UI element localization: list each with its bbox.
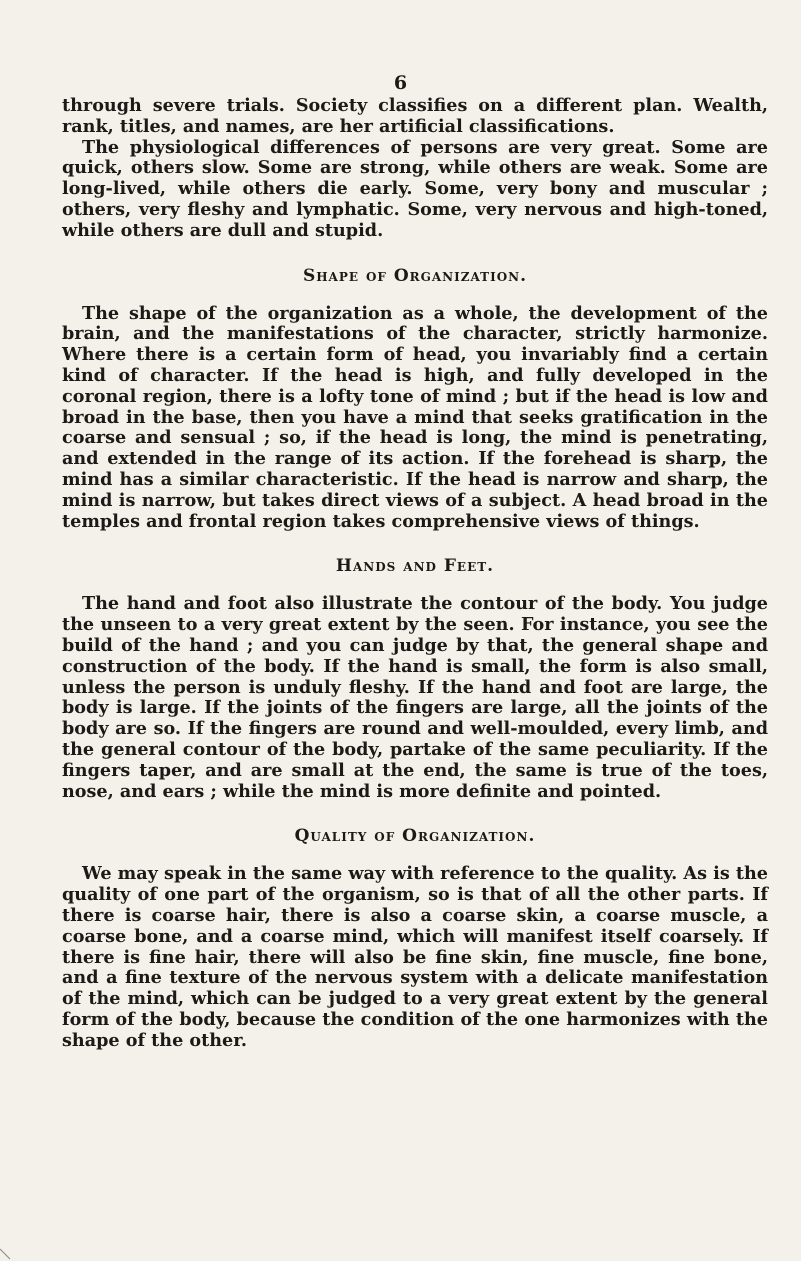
page-number: 6 [393,72,408,94]
paragraph-continued: through severe trials. Society classifies on a different plan. Wealth, rank, titles, and names, are her artificial classifications. [62,95,768,137]
paragraph-shape: The shape of the organization as a whole, the development of the brain, and the manifestations of the character, strictly harmonize. Where there is a certain form of head, you invariably find a certain kind of character. If the head is high, and fully developed in the coronal region, there is a lofty tone of mind ; but if the head is low and broad in the base, then you have a mind that seeks gratification in the coarse and sensual ; so, if the head is long, the mind is penetrating, and extended in the range of its action. If the forehead is sharp, the mind has a similar characteristic. If the head is narrow and sharp, the mind is narrow, but takes direct views of a subject. A head broad in the temples and frontal region takes comprehensive views of things. [62,302,768,532]
paragraph-hands-feet: The hand and foot also illustrate the contour of the body. You judge the unseen to a very great extent by the seen. For instance, you see the build of the hand ; and you can judge by that, the general shape and construction of the body. If the hand is small, the form is also small, unless the person is unduly fleshy. If the hand and foot are large, the body is large. If the joints of the fingers are large, all the joints of the body are so. If the fingers are round and well-moulded, every limb, and the general contour of the body, partake of the same peculiarity. If the fingers taper, and are small at the end, the same is true of the toes, nose, and ears ; while the mind is more definite and pointed. [62,593,768,802]
section-heading-hands-feet: Hands and Feet. [335,556,495,577]
paragraph-physiological-differences: The physiological differences of persons are very great. Some are quick, others slow. Some are strong, while others are weak. Some are long-lived, while others die early. Some, very bony and muscular ; others, very fleshy and lymphatic. Some, very nervous and high-toned, while others are dull and stupid. [62,136,768,241]
scan-corner-mark [0,1231,30,1261]
section-heading-quality: Quality of Organization. [294,826,536,847]
page-content [62,96,768,1051]
paragraph-quality: We may speak in the same way with reference to the quality. As is the quality of one part of the organism, so is that of all the other parts. If there is coarse hair, there is also a coarse skin, a coarse muscle, a coarse bone, and a coarse mind, which will manifest itself coarsely. If there is fine hair, there will also be fine skin, fine muscle, fine bone, and a fine texture of the nervous system with a delicate manifestation of the mind, which can be judged to a very great extent by the general form of the body, because the condition of the one harmonizes with the shape of the other. [62,863,768,1051]
section-heading-shape: Shape of Organization. [302,265,528,286]
